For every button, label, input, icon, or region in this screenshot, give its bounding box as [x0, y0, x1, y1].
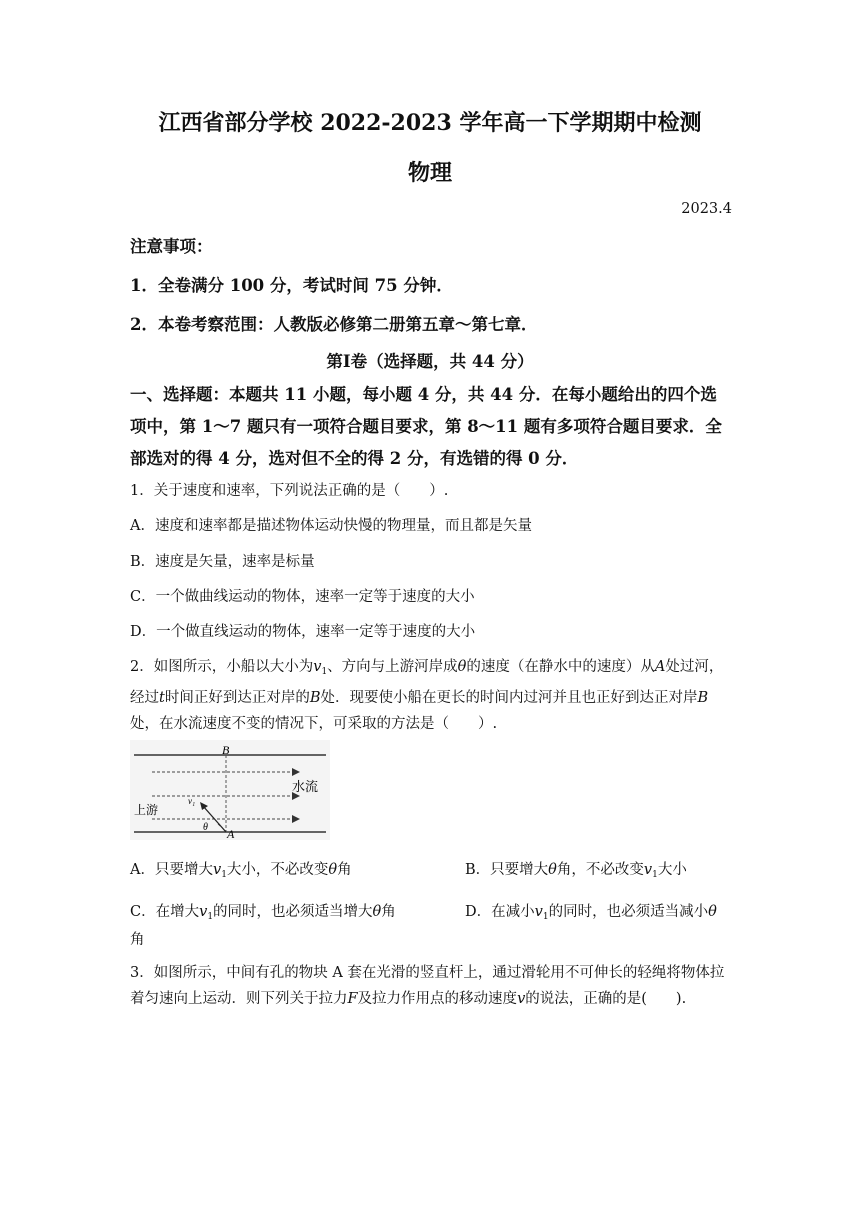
notice-item-2: 2．本卷考察范围：人教版必修第二册第五章～第七章． — [130, 315, 538, 334]
q3-stem: 3．如图所示，中间有孔的物块 A 套在光滑的竖直杆上，通过滑轮用不可伸长的轻绳将物体拉着匀速向上运动．则下列关于拉力F及拉力作用点的移动速度v的说法，正确的是( ). — [130, 965, 725, 1007]
q1-stem: 1．关于速度和速率，下列说法正确的是（ ）. — [130, 483, 449, 499]
fig-label-v1: v₁ — [188, 796, 196, 806]
q2-option-c: C．在增大$v_1$的同时，也必须适当增大θ角 — [130, 904, 396, 922]
q1-option-d: D．一个做直线运动的物体，速率一定等于速度的大小 — [130, 624, 476, 640]
q1-option-a: A．速度和速率都是描述物体运动快慢的物理量，而且都是矢量 — [130, 518, 532, 534]
q2-option-b: B．只要增大θ角，不必改变$v_1$大小 — [465, 862, 687, 880]
q2-option-d-wrap: 角 — [130, 932, 145, 948]
subject-title: 物理 — [407, 160, 452, 186]
river-diagram — [130, 740, 330, 840]
exam-date: 2023.4 — [681, 201, 732, 217]
fig-label-a: A — [227, 827, 235, 840]
q1-option-c: C．一个做曲线运动的物体，速率一定等于速度的大小 — [130, 589, 475, 605]
notice-heading: 注意事项： — [130, 237, 213, 256]
theta-symbol: θ — [457, 659, 467, 675]
section-instructions: 一、选择题：本题共 11 小题，每小题 4 分，共 44 分．在每小题给出的四个选项中，第 1～7 题只有一项符合题目要求，第 8～11 题有多项符合题目要求．全部选对的得 4 分，选对但不全的得 2 分，有选错的得 0 分． — [130, 385, 722, 468]
exam-title: 江西省部分学校 2022-2023 学年高一下学期期中检测 — [158, 110, 702, 136]
q2-option-d: D．在减小$v_1$的同时，也必须适当减小θ — [465, 904, 717, 922]
fig-label-b: B — [222, 743, 230, 757]
q1-option-b: B．速度是矢量，速率是标量 — [130, 554, 315, 570]
v1-symbol: $v_1$ — [313, 659, 328, 677]
fig-label-theta: θ — [203, 822, 208, 833]
notice-item-1: 1．全卷满分 100 分，考试时间 75 分钟． — [130, 276, 453, 295]
fig-label-water: 水流 — [292, 780, 319, 795]
q2-option-a: A．只要增大$v_1$大小，不必改变θ角 — [130, 862, 352, 880]
section-title: 第Ⅰ卷（选择题，共 44 分） — [326, 352, 534, 371]
q2-stem: 2．如图所示，小船以大小为$v_1$、方向与上游河岸成θ的速度（在静水中的速度）从A处过河，经过t时间正好到达正对岸的B处．现要使小船在更长的时间内过河并且也正好到达正对岸B处，在水流速度不变的情况下，可采取的方法是（ ）. — [130, 659, 724, 732]
fig-label-upstream: 上游 — [134, 803, 159, 817]
